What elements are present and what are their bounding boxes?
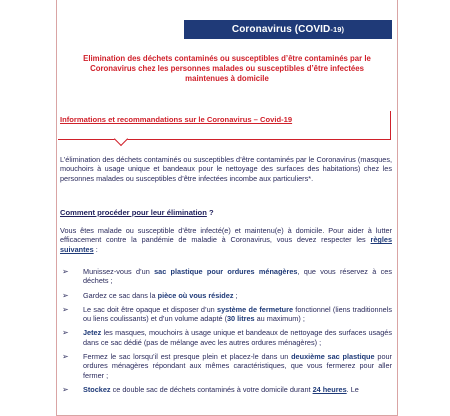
howto-paragraph xyxy=(60,226,392,254)
rule-bold: sac plastique pour ordures ménagères xyxy=(154,267,298,276)
rule-bold: 30 litres xyxy=(227,314,255,324)
document-title xyxy=(60,54,394,84)
arrow-bullet-icon: ➢ xyxy=(62,352,69,362)
rule-bold: système de fermeture xyxy=(217,304,293,314)
rule-bold: Jetez xyxy=(83,328,102,338)
rule-text: au maximum) ; xyxy=(254,314,305,324)
arrow-bullet-icon: ➢ xyxy=(62,384,69,394)
rule-bold: 24 heures xyxy=(312,384,347,394)
rule-bold: pièce où vous résidez xyxy=(157,290,234,300)
rules-list xyxy=(60,267,392,394)
rule-text: les masques, mouchoirs à usage unique et bandeaux de nettoyage des surfaces usagés dans ce sac dédié (pas de mélange avec les autres ordures ménagères) ; xyxy=(83,328,392,347)
banner-text: Coronavirus (COVID xyxy=(231,24,331,35)
rule-bold: Stockez xyxy=(83,384,111,394)
rules-link-text: règles suivantes xyxy=(60,235,392,254)
rule-item xyxy=(60,305,392,324)
rule-item xyxy=(60,385,392,394)
rule-text: , que vous réservez à ces déchets ; xyxy=(83,267,392,286)
howto-text-2: : xyxy=(93,244,98,254)
rule-item xyxy=(60,291,392,300)
intro-paragraph: L’élimination des déchets contaminés ou susceptibles d’être contaminés par le Coronavirus (masques, mouchoirs à usage unique et bandeaux pour le nettoyage des surfaces des habitations) chez les personnes malades ou susceptibles d’être infectées incombe aux particuliers*. xyxy=(60,155,392,183)
covid-banner xyxy=(184,20,392,39)
rule-text: ce double sac de déchets contaminés à votre domicile durant xyxy=(110,384,313,394)
title-line-3: maintenues à domicile xyxy=(185,74,269,83)
rule-item xyxy=(60,352,392,380)
section-title: Informations et recommandations sur le Coronavirus – Covid-19 xyxy=(60,115,293,124)
rule-text: Gardez ce sac dans la xyxy=(83,290,158,300)
howto-heading-mark: ? xyxy=(206,208,214,217)
rule-text: ; xyxy=(233,290,238,300)
howto-text-1: Vous êtes malade ou susceptible d’être infecté(e) et maintenu(e) à domicile. Pour aider à lutter efficacement contre la pandémie de maladie à Coronavirus, vous devez respecter les xyxy=(60,226,392,245)
title-line-2: Coronavirus chez les personnes malades ou susceptibles d’être infectées xyxy=(90,64,364,73)
rule-item xyxy=(60,267,392,286)
rule-text: fonctionnel (liens traditionnels ou liens coulissants) et d’un volume adapté ( xyxy=(83,304,392,324)
arrow-bullet-icon: ➢ xyxy=(62,290,69,300)
rule-text: Fermez le sac lorsqu’il est presque plein et placez-le dans un xyxy=(83,352,292,362)
rule-text: . Le xyxy=(346,384,359,394)
rule-text: Munissez-vous d’un xyxy=(83,267,155,276)
arrow-bullet-icon: ➢ xyxy=(62,304,69,314)
howto-heading-text: Comment procéder pour leur élimination xyxy=(60,208,207,217)
howto-heading xyxy=(60,208,214,217)
rule-bold: deuxième sac plastique xyxy=(291,352,375,362)
arrow-bullet-icon: ➢ xyxy=(62,267,69,276)
rule-item xyxy=(60,328,392,347)
rule-text: pour ordures ménagères répondant aux mêmes caractéristiques, que vous fermerez pour aller fermer ; xyxy=(83,352,392,380)
title-line-1: Elimination des déchets contaminés ou susceptibles d’être contaminés par le xyxy=(83,54,371,63)
banner-number: -19) xyxy=(330,25,345,34)
arrow-bullet-icon: ➢ xyxy=(62,328,69,338)
rule-text: Le sac doit être opaque et disposer d’un xyxy=(83,304,218,314)
